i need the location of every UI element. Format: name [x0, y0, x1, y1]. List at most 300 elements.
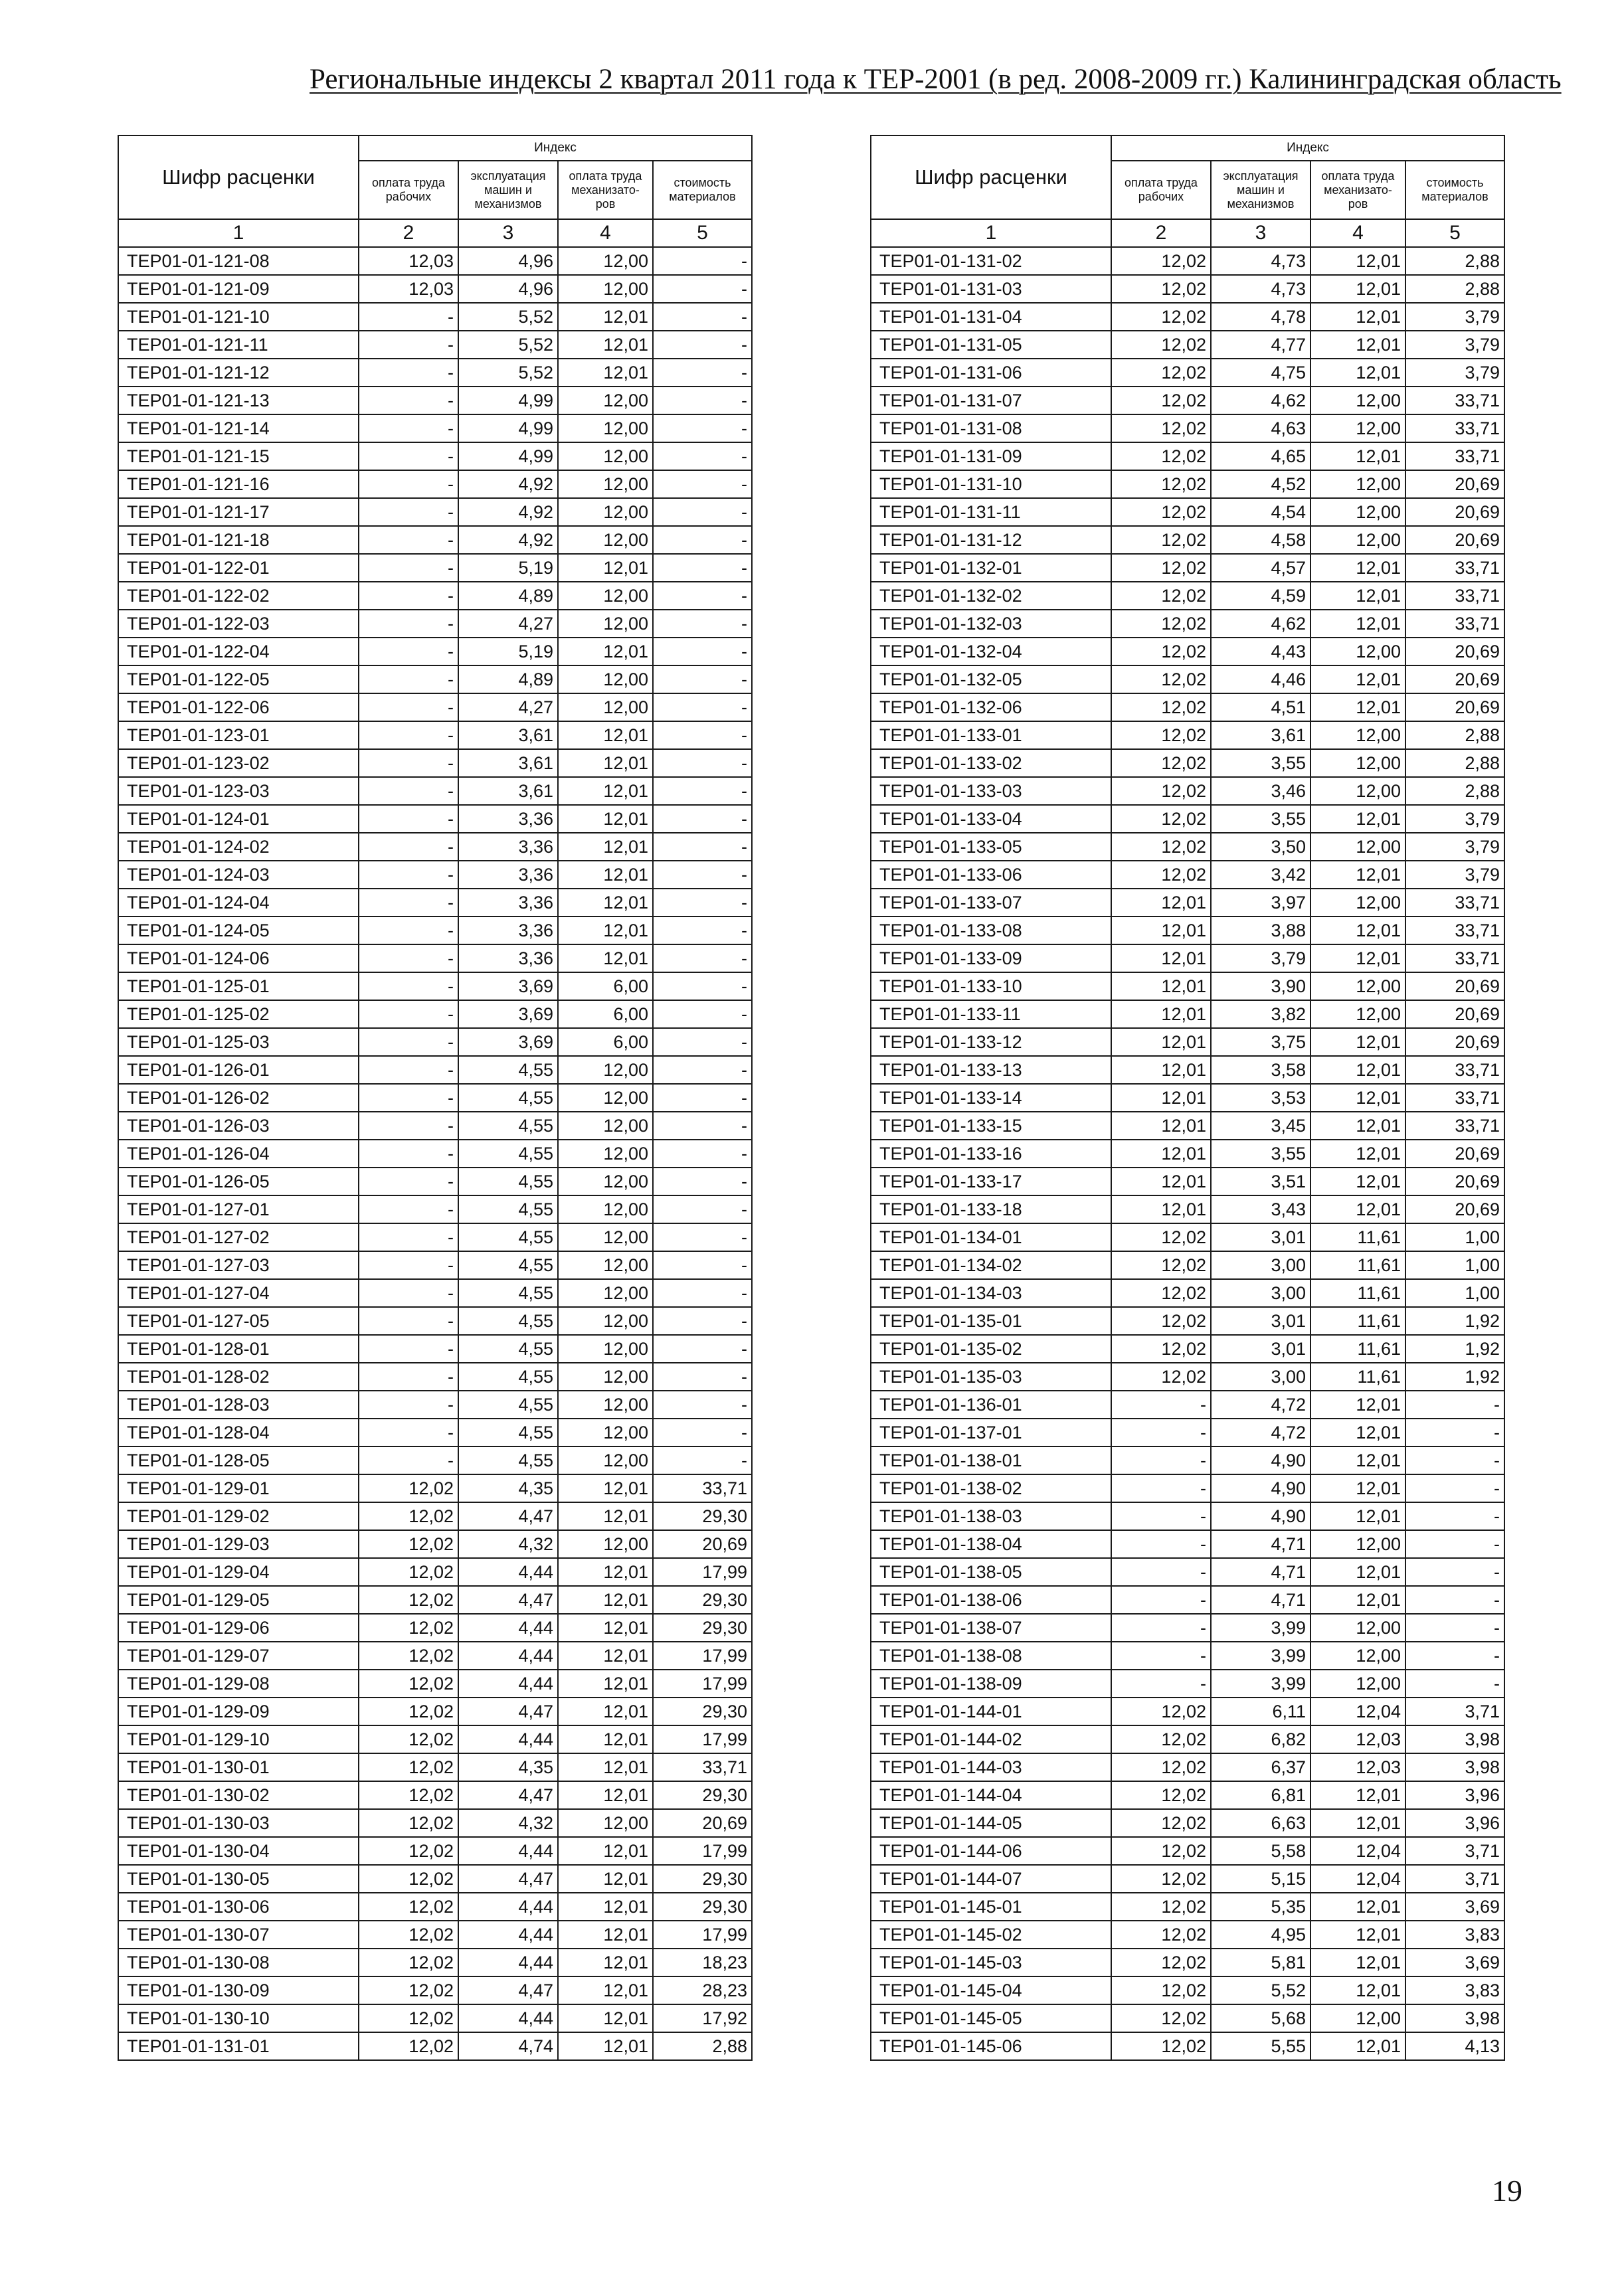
- materials-index-cell: 3,79: [1405, 833, 1504, 861]
- machines-index-cell: 3,69: [458, 972, 558, 1000]
- rate-code-cell: ТЕР01-01-130-04: [118, 1837, 359, 1865]
- rate-code-cell: ТЕР01-01-144-01: [871, 1698, 1111, 1725]
- labor-index-cell: 12,02: [1111, 1837, 1211, 1865]
- rate-code-cell: ТЕР01-01-134-02: [871, 1251, 1111, 1279]
- operators-index-cell: 12,01: [558, 331, 653, 359]
- table-row: [118, 972, 752, 1000]
- machines-index-cell: 3,55: [1211, 1140, 1310, 1168]
- machines-index-cell: 4,55: [458, 1195, 558, 1223]
- table-row: [871, 861, 1504, 889]
- labor-index-cell: 12,02: [1111, 833, 1211, 861]
- rate-code-cell: ТЕР01-01-144-02: [871, 1725, 1111, 1753]
- materials-index-cell: 33,71: [1405, 442, 1504, 470]
- machines-index-cell: 4,44: [458, 1837, 558, 1865]
- machines-index-cell: 3,61: [458, 721, 558, 749]
- labor-index-cell: -: [359, 303, 458, 331]
- operators-index-cell: 12,00: [558, 1809, 653, 1837]
- materials-index-cell: 29,30: [653, 1614, 752, 1642]
- labor-index-cell: 12,01: [1111, 917, 1211, 944]
- table-row: [118, 582, 752, 610]
- operators-index-cell: 11,61: [1310, 1223, 1405, 1251]
- operators-index-cell: 11,61: [1310, 1363, 1405, 1391]
- machines-index-cell: 3,36: [458, 805, 558, 833]
- materials-index-cell: -: [653, 582, 752, 610]
- operators-index-cell: 12,01: [1310, 1558, 1405, 1586]
- machines-index-cell: 3,61: [458, 749, 558, 777]
- labor-index-cell: 12,02: [359, 1893, 458, 1921]
- rate-code-cell: ТЕР01-01-129-05: [118, 1586, 359, 1614]
- machines-index-cell: 4,95: [1211, 1921, 1310, 1949]
- rate-code-cell: ТЕР01-01-138-03: [871, 1502, 1111, 1530]
- machines-index-cell: 3,01: [1211, 1335, 1310, 1363]
- table-row: [118, 526, 752, 554]
- labor-index-cell: 12,02: [1111, 2032, 1211, 2060]
- materials-index-cell: -: [653, 1307, 752, 1335]
- operators-index-cell: 12,00: [558, 1446, 653, 1474]
- materials-index-cell: 17,99: [653, 1921, 752, 1949]
- table-row: [871, 1335, 1504, 1363]
- operators-index-cell: 12,01: [1310, 442, 1405, 470]
- operators-index-cell: 12,01: [558, 1893, 653, 1921]
- materials-index-cell: -: [653, 554, 752, 582]
- table-row: [118, 1502, 752, 1530]
- table-row: [118, 1000, 752, 1028]
- materials-index-cell: -: [653, 442, 752, 470]
- table-row: [118, 1391, 752, 1419]
- machines-index-cell: 4,71: [1211, 1530, 1310, 1558]
- materials-index-cell: 3,69: [1405, 1949, 1504, 1976]
- rate-code-cell: ТЕР01-01-122-02: [118, 582, 359, 610]
- materials-index-cell: 2,88: [1405, 275, 1504, 303]
- machines-index-cell: 4,89: [458, 582, 558, 610]
- machines-index-cell: 4,47: [458, 1502, 558, 1530]
- table-row: [871, 1474, 1504, 1502]
- column-number: 2: [359, 219, 458, 247]
- machines-index-cell: 3,00: [1211, 1251, 1310, 1279]
- operators-index-cell: 12,00: [558, 1140, 653, 1168]
- table-row: [118, 638, 752, 665]
- table-row: [871, 1307, 1504, 1335]
- rate-code-cell: ТЕР01-01-126-01: [118, 1056, 359, 1084]
- operators-index-cell: 12,00: [558, 1419, 653, 1446]
- labor-index-cell: 12,02: [1111, 777, 1211, 805]
- materials-index-cell: 33,71: [1405, 1084, 1504, 1112]
- labor-index-cell: 12,02: [359, 1642, 458, 1670]
- materials-index-cell: -: [653, 387, 752, 414]
- rate-code-cell: ТЕР01-01-131-04: [871, 303, 1111, 331]
- machines-index-cell: 4,47: [458, 1586, 558, 1614]
- table-row: [871, 665, 1504, 693]
- table-row: [871, 387, 1504, 414]
- rate-code-cell: ТЕР01-01-131-03: [871, 275, 1111, 303]
- labor-index-cell: -: [359, 1279, 458, 1307]
- materials-index-cell: -: [653, 1195, 752, 1223]
- labor-index-cell: -: [1111, 1530, 1211, 1558]
- materials-index-cell: -: [653, 1279, 752, 1307]
- materials-index-cell: 3,79: [1405, 303, 1504, 331]
- operators-index-cell: 12,01: [558, 638, 653, 665]
- operators-index-cell: 12,01: [1310, 1893, 1405, 1921]
- index-table-left: [118, 135, 753, 2061]
- operators-index-cell: 12,01: [1310, 1781, 1405, 1809]
- materials-index-cell: 3,98: [1405, 2004, 1504, 2032]
- machines-index-cell: 3,36: [458, 917, 558, 944]
- operators-index-cell: 12,01: [1310, 1921, 1405, 1949]
- labor-index-cell: 12,02: [1111, 2004, 1211, 2032]
- table-row: [118, 1809, 752, 1837]
- rate-code-cell: ТЕР01-01-134-03: [871, 1279, 1111, 1307]
- materials-index-cell: -: [653, 833, 752, 861]
- table-row: [871, 442, 1504, 470]
- materials-index-cell: -: [1405, 1642, 1504, 1670]
- header-code: Шифр расценки: [871, 135, 1111, 219]
- labor-index-cell: 12,02: [359, 1725, 458, 1753]
- table-row: [118, 554, 752, 582]
- materials-index-cell: 3,79: [1405, 359, 1504, 387]
- rate-code-cell: ТЕР01-01-121-11: [118, 331, 359, 359]
- labor-index-cell: -: [359, 917, 458, 944]
- materials-index-cell: 3,79: [1405, 805, 1504, 833]
- operators-index-cell: 6,00: [558, 972, 653, 1000]
- machines-index-cell: 4,44: [458, 1949, 558, 1976]
- materials-index-cell: 29,30: [653, 1698, 752, 1725]
- rate-code-cell: ТЕР01-01-125-03: [118, 1028, 359, 1056]
- operators-index-cell: 12,01: [558, 1614, 653, 1642]
- machines-index-cell: 3,58: [1211, 1056, 1310, 1084]
- materials-index-cell: -: [653, 638, 752, 665]
- operators-index-cell: 12,01: [558, 359, 653, 387]
- operators-index-cell: 12,00: [558, 414, 653, 442]
- machines-index-cell: 3,79: [1211, 944, 1310, 972]
- table-row: [118, 1670, 752, 1698]
- labor-index-cell: -: [359, 749, 458, 777]
- rate-code-cell: ТЕР01-01-129-04: [118, 1558, 359, 1586]
- operators-index-cell: 12,01: [1310, 1140, 1405, 1168]
- table-row: [871, 610, 1504, 638]
- materials-index-cell: -: [653, 665, 752, 693]
- materials-index-cell: 1,00: [1405, 1251, 1504, 1279]
- materials-index-cell: -: [653, 359, 752, 387]
- machines-index-cell: 4,51: [1211, 693, 1310, 721]
- operators-index-cell: 12,01: [1310, 359, 1405, 387]
- labor-index-cell: -: [359, 582, 458, 610]
- operators-index-cell: 12,01: [1310, 247, 1405, 275]
- materials-index-cell: 17,99: [653, 1837, 752, 1865]
- labor-index-cell: -: [1111, 1558, 1211, 1586]
- operators-index-cell: 11,61: [1310, 1335, 1405, 1363]
- machines-index-cell: 4,44: [458, 2004, 558, 2032]
- materials-index-cell: -: [653, 1419, 752, 1446]
- materials-index-cell: 2,88: [1405, 777, 1504, 805]
- materials-index-cell: 17,99: [653, 1670, 752, 1698]
- rate-code-cell: ТЕР01-01-129-09: [118, 1698, 359, 1725]
- machines-index-cell: 4,99: [458, 442, 558, 470]
- operators-index-cell: 12,01: [1310, 1976, 1405, 2004]
- materials-index-cell: 3,96: [1405, 1809, 1504, 1837]
- rate-code-cell: ТЕР01-01-129-08: [118, 1670, 359, 1698]
- operators-index-cell: 12,01: [1310, 1028, 1405, 1056]
- rate-code-cell: ТЕР01-01-121-15: [118, 442, 359, 470]
- materials-index-cell: -: [653, 1335, 752, 1363]
- table-row: [118, 721, 752, 749]
- materials-index-cell: -: [653, 749, 752, 777]
- table-row: [118, 275, 752, 303]
- operators-index-cell: 12,01: [558, 777, 653, 805]
- labor-index-cell: 12,02: [359, 1976, 458, 2004]
- labor-index-cell: 12,01: [1111, 972, 1211, 1000]
- labor-index-cell: 12,02: [359, 1865, 458, 1893]
- operators-index-cell: 12,00: [558, 1112, 653, 1140]
- operators-index-cell: 12,00: [1310, 414, 1405, 442]
- rate-code-cell: ТЕР01-01-132-05: [871, 665, 1111, 693]
- machines-index-cell: 3,51: [1211, 1168, 1310, 1195]
- operators-index-cell: 11,61: [1310, 1307, 1405, 1335]
- machines-index-cell: 3,61: [1211, 721, 1310, 749]
- table-row: [871, 1642, 1504, 1670]
- labor-index-cell: 12,02: [359, 1558, 458, 1586]
- header-labor: оплата труда рабочих: [1111, 161, 1211, 219]
- materials-index-cell: -: [653, 972, 752, 1000]
- operators-index-cell: 12,01: [558, 2032, 653, 2060]
- materials-index-cell: 17,99: [653, 1725, 752, 1753]
- rate-code-cell: ТЕР01-01-130-08: [118, 1949, 359, 1976]
- table-row: [871, 1446, 1504, 1474]
- operators-index-cell: 12,01: [558, 2004, 653, 2032]
- rate-code-cell: ТЕР01-01-131-11: [871, 498, 1111, 526]
- operators-index-cell: 12,01: [1310, 1056, 1405, 1084]
- materials-index-cell: 3,71: [1405, 1837, 1504, 1865]
- machines-index-cell: 4,74: [458, 2032, 558, 2060]
- machines-index-cell: 4,35: [458, 1474, 558, 1502]
- rate-code-cell: ТЕР01-01-130-06: [118, 1893, 359, 1921]
- machines-index-cell: 4,55: [458, 1056, 558, 1084]
- machines-index-cell: 6,81: [1211, 1781, 1310, 1809]
- table-row: [871, 303, 1504, 331]
- materials-index-cell: -: [653, 1028, 752, 1056]
- rate-code-cell: ТЕР01-01-133-07: [871, 889, 1111, 917]
- rate-code-cell: ТЕР01-01-130-10: [118, 2004, 359, 2032]
- rate-code-cell: ТЕР01-01-133-14: [871, 1084, 1111, 1112]
- labor-index-cell: 12,02: [359, 1949, 458, 1976]
- materials-index-cell: 1,92: [1405, 1335, 1504, 1363]
- operators-index-cell: 12,01: [1310, 1474, 1405, 1502]
- labor-index-cell: -: [359, 1223, 458, 1251]
- rate-code-cell: ТЕР01-01-132-06: [871, 693, 1111, 721]
- operators-index-cell: 12,04: [1310, 1837, 1405, 1865]
- materials-index-cell: -: [653, 331, 752, 359]
- machines-index-cell: 4,58: [1211, 526, 1310, 554]
- table-row: [871, 1168, 1504, 1195]
- machines-index-cell: 4,73: [1211, 247, 1310, 275]
- table-row: [118, 1698, 752, 1725]
- machines-index-cell: 3,69: [458, 1028, 558, 1056]
- table-row: [871, 1419, 1504, 1446]
- labor-index-cell: -: [1111, 1670, 1211, 1698]
- operators-index-cell: 12,00: [558, 1391, 653, 1419]
- rate-code-cell: ТЕР01-01-124-01: [118, 805, 359, 833]
- operators-index-cell: 12,01: [1310, 1391, 1405, 1419]
- table-row: [118, 303, 752, 331]
- labor-index-cell: 12,02: [359, 1781, 458, 1809]
- machines-index-cell: 4,59: [1211, 582, 1310, 610]
- machines-index-cell: 4,55: [458, 1279, 558, 1307]
- rate-code-cell: ТЕР01-01-124-02: [118, 833, 359, 861]
- materials-index-cell: -: [653, 1000, 752, 1028]
- materials-index-cell: -: [1405, 1446, 1504, 1474]
- materials-index-cell: -: [653, 247, 752, 275]
- table-row: [118, 1279, 752, 1307]
- labor-index-cell: -: [359, 359, 458, 387]
- rate-code-cell: ТЕР01-01-130-03: [118, 1809, 359, 1837]
- labor-index-cell: -: [359, 526, 458, 554]
- materials-index-cell: 33,71: [1405, 414, 1504, 442]
- materials-index-cell: -: [653, 1112, 752, 1140]
- materials-index-cell: -: [653, 1056, 752, 1084]
- rate-code-cell: ТЕР01-01-124-03: [118, 861, 359, 889]
- machines-index-cell: 4,63: [1211, 414, 1310, 442]
- operators-index-cell: 12,00: [558, 442, 653, 470]
- operators-index-cell: 12,00: [558, 1168, 653, 1195]
- materials-index-cell: -: [653, 805, 752, 833]
- table-row: [118, 498, 752, 526]
- labor-index-cell: 12,02: [1111, 1976, 1211, 2004]
- page-number: 19: [1492, 2174, 1522, 2208]
- rate-code-cell: ТЕР01-01-132-03: [871, 610, 1111, 638]
- rate-code-cell: ТЕР01-01-131-01: [118, 2032, 359, 2060]
- materials-index-cell: 3,98: [1405, 1725, 1504, 1753]
- labor-index-cell: 12,02: [1111, 805, 1211, 833]
- table-row: [871, 1976, 1504, 2004]
- labor-index-cell: 12,01: [1111, 944, 1211, 972]
- materials-index-cell: 28,23: [653, 1976, 752, 2004]
- materials-index-cell: -: [653, 861, 752, 889]
- column-number: 2: [1111, 219, 1211, 247]
- table-row: [118, 1781, 752, 1809]
- rate-code-cell: ТЕР01-01-128-05: [118, 1446, 359, 1474]
- operators-index-cell: 6,00: [558, 1028, 653, 1056]
- labor-index-cell: -: [359, 805, 458, 833]
- labor-index-cell: 12,02: [359, 1809, 458, 1837]
- rate-code-cell: ТЕР01-01-129-01: [118, 1474, 359, 1502]
- table-row: [871, 582, 1504, 610]
- labor-index-cell: -: [1111, 1391, 1211, 1419]
- machines-index-cell: 4,73: [1211, 275, 1310, 303]
- machines-index-cell: 4,55: [458, 1446, 558, 1474]
- operators-index-cell: 12,01: [558, 805, 653, 833]
- rate-code-cell: ТЕР01-01-133-15: [871, 1112, 1111, 1140]
- rate-code-cell: ТЕР01-01-135-03: [871, 1363, 1111, 1391]
- column-number: 1: [118, 219, 359, 247]
- table-row: [118, 247, 752, 275]
- materials-index-cell: -: [1405, 1670, 1504, 1698]
- rate-code-cell: ТЕР01-01-133-11: [871, 1000, 1111, 1028]
- operators-index-cell: 12,00: [558, 610, 653, 638]
- labor-index-cell: 12,02: [1111, 610, 1211, 638]
- operators-index-cell: 12,04: [1310, 1698, 1405, 1725]
- operators-index-cell: 12,00: [1310, 749, 1405, 777]
- materials-index-cell: -: [653, 526, 752, 554]
- operators-index-cell: 12,01: [558, 1753, 653, 1781]
- machines-index-cell: 5,15: [1211, 1865, 1310, 1893]
- materials-index-cell: 33,71: [1405, 610, 1504, 638]
- labor-index-cell: 12,01: [1111, 1140, 1211, 1168]
- materials-index-cell: -: [653, 721, 752, 749]
- machines-index-cell: 5,68: [1211, 2004, 1310, 2032]
- materials-index-cell: -: [653, 693, 752, 721]
- labor-index-cell: 12,02: [1111, 1279, 1211, 1307]
- table-row: [871, 1781, 1504, 1809]
- table-row: [871, 1558, 1504, 1586]
- materials-index-cell: 29,30: [653, 1586, 752, 1614]
- operators-index-cell: 12,00: [1310, 777, 1405, 805]
- table-row: [118, 944, 752, 972]
- materials-index-cell: -: [1405, 1586, 1504, 1614]
- labor-index-cell: 12,03: [359, 275, 458, 303]
- rate-code-cell: ТЕР01-01-130-05: [118, 1865, 359, 1893]
- labor-index-cell: -: [359, 442, 458, 470]
- operators-index-cell: 12,00: [1310, 972, 1405, 1000]
- materials-index-cell: -: [653, 1084, 752, 1112]
- operators-index-cell: 12,01: [1310, 693, 1405, 721]
- rate-code-cell: ТЕР01-01-145-04: [871, 1976, 1111, 2004]
- header-machines: эксплуатация машин и механизмов: [458, 161, 558, 219]
- materials-index-cell: 29,30: [653, 1865, 752, 1893]
- machines-index-cell: 4,47: [458, 1698, 558, 1725]
- rate-code-cell: ТЕР01-01-127-03: [118, 1251, 359, 1279]
- table-row: [118, 805, 752, 833]
- labor-index-cell: -: [359, 889, 458, 917]
- machines-index-cell: 5,81: [1211, 1949, 1310, 1976]
- operators-index-cell: 12,00: [558, 1279, 653, 1307]
- rate-code-cell: ТЕР01-01-122-03: [118, 610, 359, 638]
- machines-index-cell: 5,19: [458, 554, 558, 582]
- operators-index-cell: 12,00: [1310, 1000, 1405, 1028]
- operators-index-cell: 12,01: [1310, 1112, 1405, 1140]
- rate-code-cell: ТЕР01-01-128-01: [118, 1335, 359, 1363]
- table-row: [871, 749, 1504, 777]
- rate-code-cell: ТЕР01-01-132-01: [871, 554, 1111, 582]
- materials-index-cell: -: [653, 1140, 752, 1168]
- rate-code-cell: ТЕР01-01-133-06: [871, 861, 1111, 889]
- labor-index-cell: -: [359, 1251, 458, 1279]
- rate-code-cell: ТЕР01-01-138-07: [871, 1614, 1111, 1642]
- operators-index-cell: 12,00: [1310, 1530, 1405, 1558]
- table-row: [118, 359, 752, 387]
- rate-code-cell: ТЕР01-01-122-05: [118, 665, 359, 693]
- column-number: 5: [653, 219, 752, 247]
- labor-index-cell: -: [1111, 1642, 1211, 1670]
- rate-code-cell: ТЕР01-01-121-10: [118, 303, 359, 331]
- machines-index-cell: 4,92: [458, 526, 558, 554]
- labor-index-cell: 12,02: [359, 1753, 458, 1781]
- operators-index-cell: 12,00: [558, 247, 653, 275]
- machines-index-cell: 3,45: [1211, 1112, 1310, 1140]
- rate-code-cell: ТЕР01-01-127-05: [118, 1307, 359, 1335]
- rate-code-cell: ТЕР01-01-138-02: [871, 1474, 1111, 1502]
- operators-index-cell: 12,01: [1310, 805, 1405, 833]
- materials-index-cell: -: [1405, 1558, 1504, 1586]
- labor-index-cell: -: [359, 610, 458, 638]
- machines-index-cell: 3,90: [1211, 972, 1310, 1000]
- materials-index-cell: 2,88: [653, 2032, 752, 2060]
- operators-index-cell: 12,01: [1310, 610, 1405, 638]
- operators-index-cell: 12,00: [1310, 1642, 1405, 1670]
- rate-code-cell: ТЕР01-01-133-03: [871, 777, 1111, 805]
- column-number: 5: [1405, 219, 1504, 247]
- machines-index-cell: 4,27: [458, 610, 558, 638]
- operators-index-cell: 12,00: [558, 526, 653, 554]
- operators-index-cell: 12,01: [1310, 1586, 1405, 1614]
